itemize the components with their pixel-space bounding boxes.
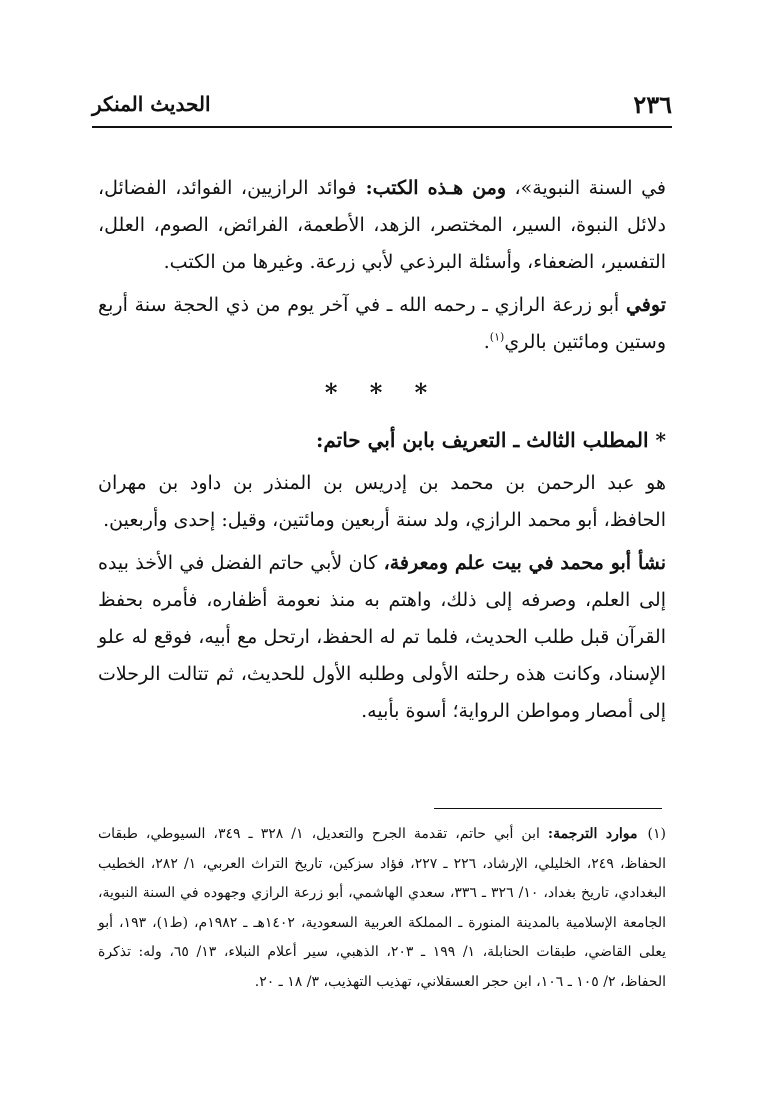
- paragraph-books: [98, 170, 666, 281]
- page-header: [92, 90, 672, 122]
- paragraph-books-start: في السنة النبوية»،: [506, 177, 666, 199]
- main-text: [98, 170, 666, 730]
- paragraph-death: [98, 287, 666, 361]
- paragraph-death-bold: توفي: [625, 294, 666, 316]
- footnote-divider: [434, 808, 662, 809]
- footnote: [98, 820, 666, 997]
- paragraph-upbringing: [98, 545, 666, 730]
- paragraph-books-rest: فوائد الرازيين، الفوائد، الفضائل، دلائل النبوة، السير، المختصر، الزهد، الأطعمة، الفرائض، الصوم، العلل، التفسير، الضعفاء، وأسئلة البرذعي لأبي زرعة. وغيرها من الكتب.: [98, 177, 666, 273]
- paragraph-death-end: .: [483, 331, 490, 353]
- footnote-text: ابن أبي حاتم، تقدمة الجرح والتعديل، ١/ ٣٢٨ ـ ٣٤٩، السيوطي، طبقات الحفاظ، ٢٤٩، الخليلي، الإرشاد، ٢٢٦ ـ ٢٢٧، فؤاد سزكين، تاريخ التراث العربي، ١/ ٢٨٢، الخطيب البغدادي، تاريخ بغداد، ١٠/ ٣٢٦ ـ ٣٣٦، سعدي الهاشمي، أبو زرعة الرازي وجهوده في السنة النبوية، الجامعة الإسلامية بالمدينة المنورة ـ المملكة العربية السعودية، ١٤٠٢هـ ـ ١٩٨٢م، (ط١)، ١٩٣، أبو يعلى القاضي، طبقات الحنابلة، ١/ ١٩٩ ـ ٢٠٣، الذهبي، سير أعلام النبلاء، ١٣/ ٦٥، وله: تذكرة الحفاظ، ٢/ ١٠٥ ـ ١٠٦، ابن حجر العسقلاني، تهذيب التهذيب، ٣/ ١٨ ـ ٢٠.: [98, 826, 666, 990]
- running-title: الحديث المنكر: [92, 92, 211, 116]
- paragraph-death-text: أبو زرعة الرازي ـ رحمه الله ـ في آخر يوم من ذي الحجة سنة أربع وستين ومائتين بالري: [98, 294, 666, 353]
- section-separator-stars: * * *: [324, 378, 440, 407]
- paragraph-upbringing-text: كان لأبي حاتم الفضل في الأخذ بيده إلى العلم، وصرفه إلى ذلك، واهتم به منذ نعومة أظفاره، فأمره بحفظ القرآن قبل طلب الحديث، فلما تم له الحفظ، ارتحل مع أبيه، فوقع له علو الإسناد، وكانت هذه رحلته الأولى وطلبه الأول للحديث، ثم تتالت الرحلات إلى أمصار ومواطن الرواية؛ أسوة بأبيه.: [98, 552, 666, 722]
- page-number: ٢٣٦: [633, 90, 672, 119]
- footnote-label: موارد الترجمة:: [547, 826, 638, 842]
- footnote-number: (١): [647, 826, 666, 842]
- paragraph-upbringing-bold: نشأ أبو محمد في بيت علم ومعرفة،: [383, 552, 666, 574]
- paragraph-books-bold: ومن هـذه الكتب:: [356, 177, 507, 199]
- paragraph-biography: هو عبد الرحمن بن محمد بن إدريس بن المنذر بن داود بن مهران الحافظ، أبو محمد الرازي، ولد سنة أربعين ومائتين، وقيل: إحدى وأربعين.: [98, 472, 666, 531]
- header-divider: [92, 126, 672, 128]
- footnote-reference: (١): [489, 330, 505, 344]
- section-heading: * المطلب الثالث ـ التعريف بابن أبي حاتم:: [315, 428, 666, 452]
